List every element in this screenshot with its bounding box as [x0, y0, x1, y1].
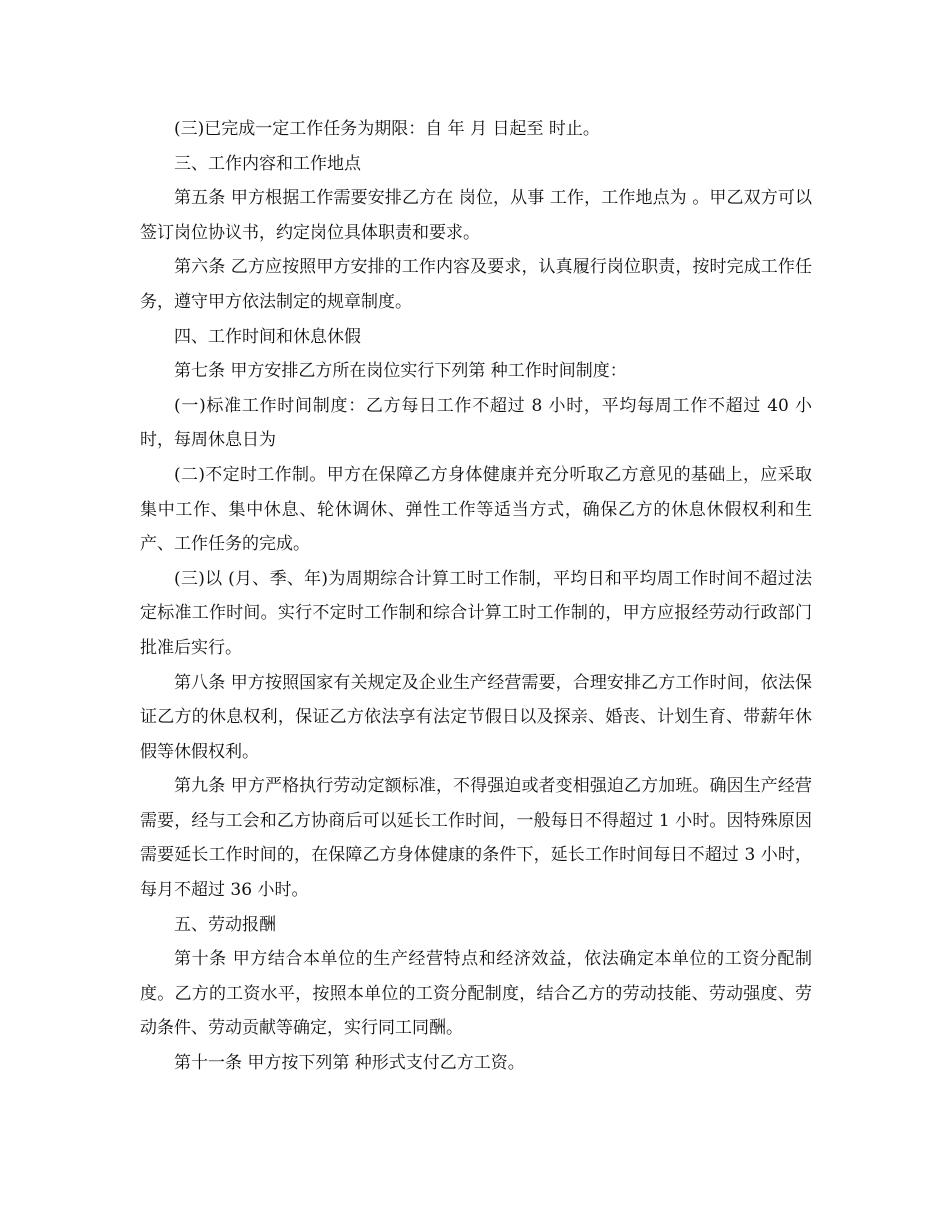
article-9: 第九条 甲方严格执行劳动定额标准，不得强迫或者变相强迫乙方加班。确因生产经营需要，经与工会和乙方协商后可以延长工作时间，一般每日不得超过 1 小时。因特殊原因需要延长工作时间的，在保障乙方身体健康的条件下，延长工作时间每日不超过 3 小时，每月不超过 36 小时。 [140, 776, 812, 901]
paragraph-term-completion: (三)已完成一定工作任务为期限：自 年 月 日起至 时止。 [174, 119, 600, 139]
document-body [140, 112, 812, 1081]
section-heading-remuneration: 五、劳动报酬 [174, 914, 276, 935]
article-5: 第五条 甲方根据工作需要安排乙方在 岗位，从事 工作，工作地点为 。甲乙双方可以签订岗位协议书，约定岗位具体职责和要求。 [140, 188, 812, 243]
article-8: 第八条 甲方按照国家有关规定及企业生产经营需要，合理安排乙方工作时间，依法保证乙方的休息权利，保证乙方依法享有法定节假日以及探亲、婚丧、计划生育、带薪年休假等休假权利。 [140, 672, 812, 762]
article-10: 第十条 甲方结合本单位的生产经营特点和经济效益，依法确定本单位的工资分配制度。乙方的工资水平，按照本单位的工资分配制度，结合乙方的劳动技能、劳动强度、劳动条件、劳动贡献等确定，实行同工同酬。 [140, 949, 812, 1039]
paragraph-standard-hours: (一)标准工作时间制度：乙方每日工作不超过 8 小时，平均每周工作不超过 40 小时，每周休息日为 [140, 395, 812, 451]
article-11: 第十一条 甲方按下列第 种形式支付乙方工资。 [174, 1053, 525, 1074]
section-heading-working-hours: 四、工作时间和休息休假 [174, 326, 361, 347]
paragraph-comprehensive-hours: (三)以 (月、季、年)为周期综合计算工时工作制，平均日和平均周工作时间不超过法定标准工作时间。实行不定时工作制和综合计算工时工作制的，甲方应报经劳动行政部门批准后实行。 [140, 568, 812, 658]
article-6: 第六条 乙方应按照甲方安排的工作内容及要求，认真履行岗位职责，按时完成工作任务，遵守甲方依法制定的规章制度。 [140, 257, 812, 312]
paragraph-flexible-hours: (二)不定时工作制。甲方在保障乙方身体健康并充分听取乙方意见的基础上，应采取集中工作、集中休息、轮休调休、弹性工作等适当方式，确保乙方的休息休假权利和生产、工作任务的完成。 [140, 464, 812, 555]
section-heading-work-content: 三、工作内容和工作地点 [174, 153, 361, 174]
article-7: 第七条 甲方安排乙方所在岗位实行下列第 种工作时间制度： [174, 361, 627, 382]
